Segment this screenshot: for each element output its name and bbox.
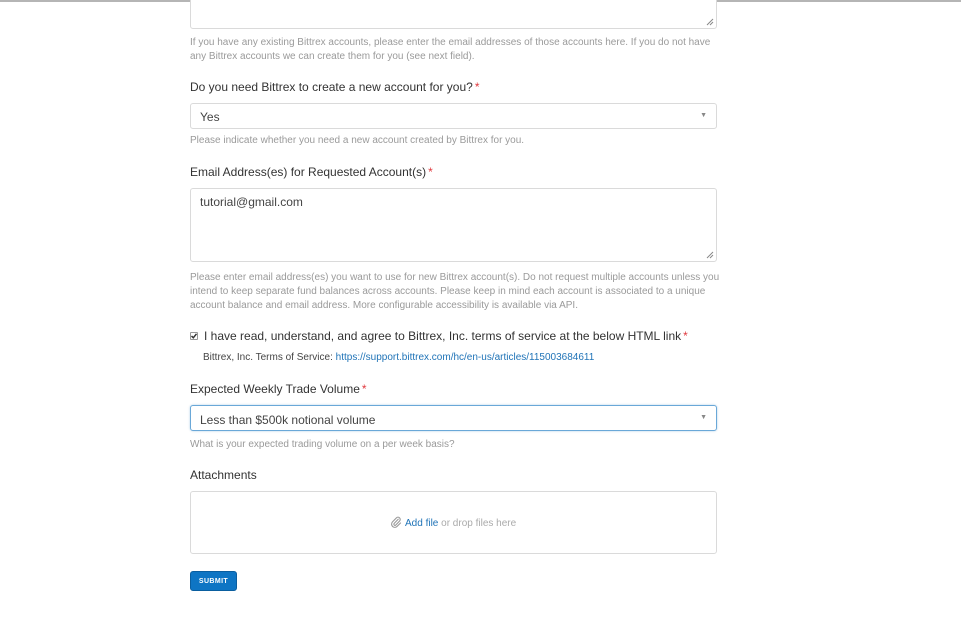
chevron-down-icon: ▼ xyxy=(700,112,707,119)
attachments-prompt xyxy=(390,516,516,529)
trade-volume-selected-value: Less than $500k notional volume xyxy=(200,413,376,427)
existing-accounts-textarea[interactable] xyxy=(190,0,717,29)
drop-files-text: or drop files here xyxy=(438,518,517,529)
attachments-dropzone[interactable] xyxy=(190,491,717,554)
required-mark: * xyxy=(361,382,367,396)
required-mark: * xyxy=(683,329,688,343)
tos-line xyxy=(203,352,594,363)
checkmark-icon xyxy=(190,332,198,340)
trade-volume-label xyxy=(190,382,367,396)
new-account-hint: Please indicate whether you need a new account created by Bittrex for you. xyxy=(190,135,525,146)
required-mark: * xyxy=(474,80,480,94)
resize-handle-icon[interactable] xyxy=(705,250,714,259)
terms-checkbox[interactable] xyxy=(190,332,198,340)
new-account-label-text: Do you need Bittrex to create a new account for you? xyxy=(190,80,473,94)
tos-link[interactable]: https://support.bittrex.com/hc/en-us/articles/115003684611 xyxy=(335,352,595,363)
existing-accounts-hint: If you have any existing Bittrex accounts, please enter the email addresses of those accounts here. If you do not have any Bittrex accounts we can create them for you (see next field). xyxy=(190,37,711,62)
submit-button[interactable]: SUBMIT xyxy=(190,571,237,591)
email-requested-label-text: Email Address(es) for Requested Account(s) xyxy=(190,165,427,179)
trade-volume-hint: What is your expected trading volume on a per week basis? xyxy=(190,439,455,450)
add-file-link[interactable]: Add file xyxy=(405,518,439,529)
paperclip-icon xyxy=(390,516,402,528)
terms-label-text: I have read, understand, and agree to Bittrex, Inc. terms of service at the below HTML link xyxy=(204,329,682,343)
required-mark: * xyxy=(428,165,433,179)
chevron-down-icon: ▼ xyxy=(700,414,707,421)
trade-volume-label-text: Expected Weekly Trade Volume xyxy=(190,382,360,396)
email-requested-value: tutorial@gmail.com xyxy=(200,195,303,209)
resize-handle-icon[interactable] xyxy=(705,17,714,26)
new-account-select[interactable] xyxy=(190,103,717,129)
trade-volume-select[interactable] xyxy=(190,405,717,431)
attachments-label: Attachments xyxy=(190,468,257,482)
new-account-selected-value: Yes xyxy=(200,110,220,124)
terms-label xyxy=(204,329,688,343)
email-requested-hint: Please enter email address(es) you want to use for new Bittrex account(s). Do not request multiple accounts unless you intend to keep separate fund balances across accounts. Please keep in mind each account is associated to a unique account balance and email address. More configurable accessibility is available via API. xyxy=(190,272,720,311)
new-account-label xyxy=(190,80,480,94)
email-requested-label xyxy=(190,165,433,179)
email-requested-textarea[interactable] xyxy=(190,188,717,262)
tos-prefix: Bittrex, Inc. Terms of Service: xyxy=(203,352,336,363)
